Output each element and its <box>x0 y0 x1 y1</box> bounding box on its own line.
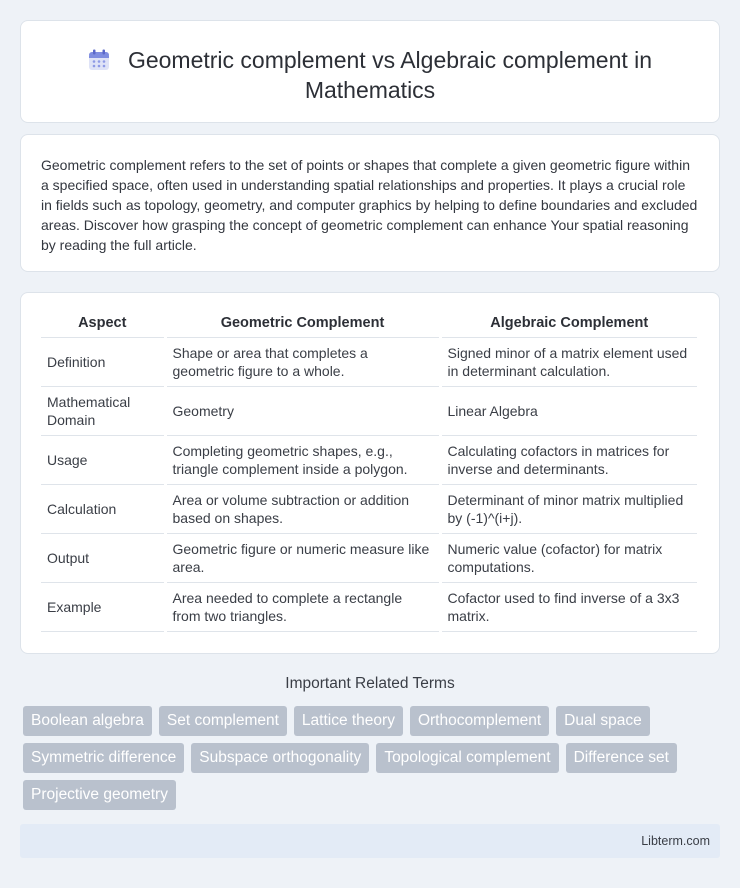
footer-brand-link[interactable]: Libterm.com <box>641 834 710 848</box>
intro-paragraph: Geometric complement refers to the set of points or shapes that complete a given geometric figure within a specified space, often used in understanding spatial relationships and properties. It plays a crucial role in fields such as topology, geometry, and computer graphics by helping to define boundaries and excluded areas. Discover how grasping the concept of geometric complement can enhance Your spatial reasoning by reading the full article. <box>41 157 698 253</box>
page-title-wrap <box>21 45 719 105</box>
table-row <box>41 582 697 631</box>
related-term-tag[interactable]: Dual space <box>556 706 650 736</box>
cell-aspect: Definition <box>41 337 165 386</box>
related-term-tag[interactable]: Subspace orthogonality <box>191 743 369 773</box>
related-term-tag[interactable]: Projective geometry <box>23 780 176 810</box>
calendar-icon <box>88 49 110 71</box>
page-title: Geometric complement vs Algebraic complement in Mathematics <box>127 47 653 103</box>
related-term-tag[interactable]: Symmetric difference <box>23 743 184 773</box>
table-row <box>41 386 697 435</box>
related-terms-title: Important Related Terms <box>285 675 455 692</box>
related-term-tag[interactable]: Boolean algebra <box>23 706 152 736</box>
cell-geometric: Shape or area that completes a geometric figure to a whole. <box>165 337 440 386</box>
cell-geometric: Geometry <box>165 386 440 435</box>
header-algebraic: Algebraic Complement <box>440 315 697 337</box>
table-row <box>41 337 697 386</box>
header-aspect: Aspect <box>41 315 165 337</box>
table-row <box>41 533 697 582</box>
cell-aspect: Calculation <box>41 484 165 533</box>
related-term-tag[interactable]: Orthocomplement <box>410 706 549 736</box>
cell-aspect: Output <box>41 533 165 582</box>
footer <box>20 824 720 858</box>
header-geometric: Geometric Complement <box>165 315 440 337</box>
related-term-tag[interactable]: Set complement <box>159 706 287 736</box>
related-term-tag[interactable]: Lattice theory <box>294 706 403 736</box>
related-term-tag[interactable]: Difference set <box>566 743 677 773</box>
comparison-card <box>20 292 720 654</box>
table-row <box>41 484 697 533</box>
cell-geometric: Geometric figure or numeric measure like area. <box>165 533 440 582</box>
cell-geometric: Area needed to complete a rectangle from two triangles. <box>165 582 440 631</box>
cell-algebraic: Numeric value (cofactor) for matrix computations. <box>440 533 697 582</box>
cell-algebraic: Signed minor of a matrix element used in determinant calculation. <box>440 337 697 386</box>
cell-algebraic: Cofactor used to find inverse of a 3x3 matrix. <box>440 582 697 631</box>
related-term-tag[interactable]: Topological complement <box>376 743 558 773</box>
cell-aspect: Example <box>41 582 165 631</box>
cell-algebraic: Determinant of minor matrix multiplied by (-1)^(i+j). <box>440 484 697 533</box>
cell-algebraic: Linear Algebra <box>440 386 697 435</box>
cell-geometric: Area or volume subtraction or addition based on shapes. <box>165 484 440 533</box>
cell-aspect: Mathematical Domain <box>41 386 165 435</box>
cell-algebraic: Calculating cofactors in matrices for inverse and determinants. <box>440 435 697 484</box>
title-card <box>20 20 720 123</box>
cell-geometric: Completing geometric shapes, e.g., triangle complement inside a polygon. <box>165 435 440 484</box>
cell-aspect: Usage <box>41 435 165 484</box>
table-row <box>41 435 697 484</box>
comparison-table <box>41 315 697 632</box>
table-header-row <box>41 315 697 337</box>
intro-card <box>20 134 720 272</box>
related-terms-list <box>23 706 713 810</box>
